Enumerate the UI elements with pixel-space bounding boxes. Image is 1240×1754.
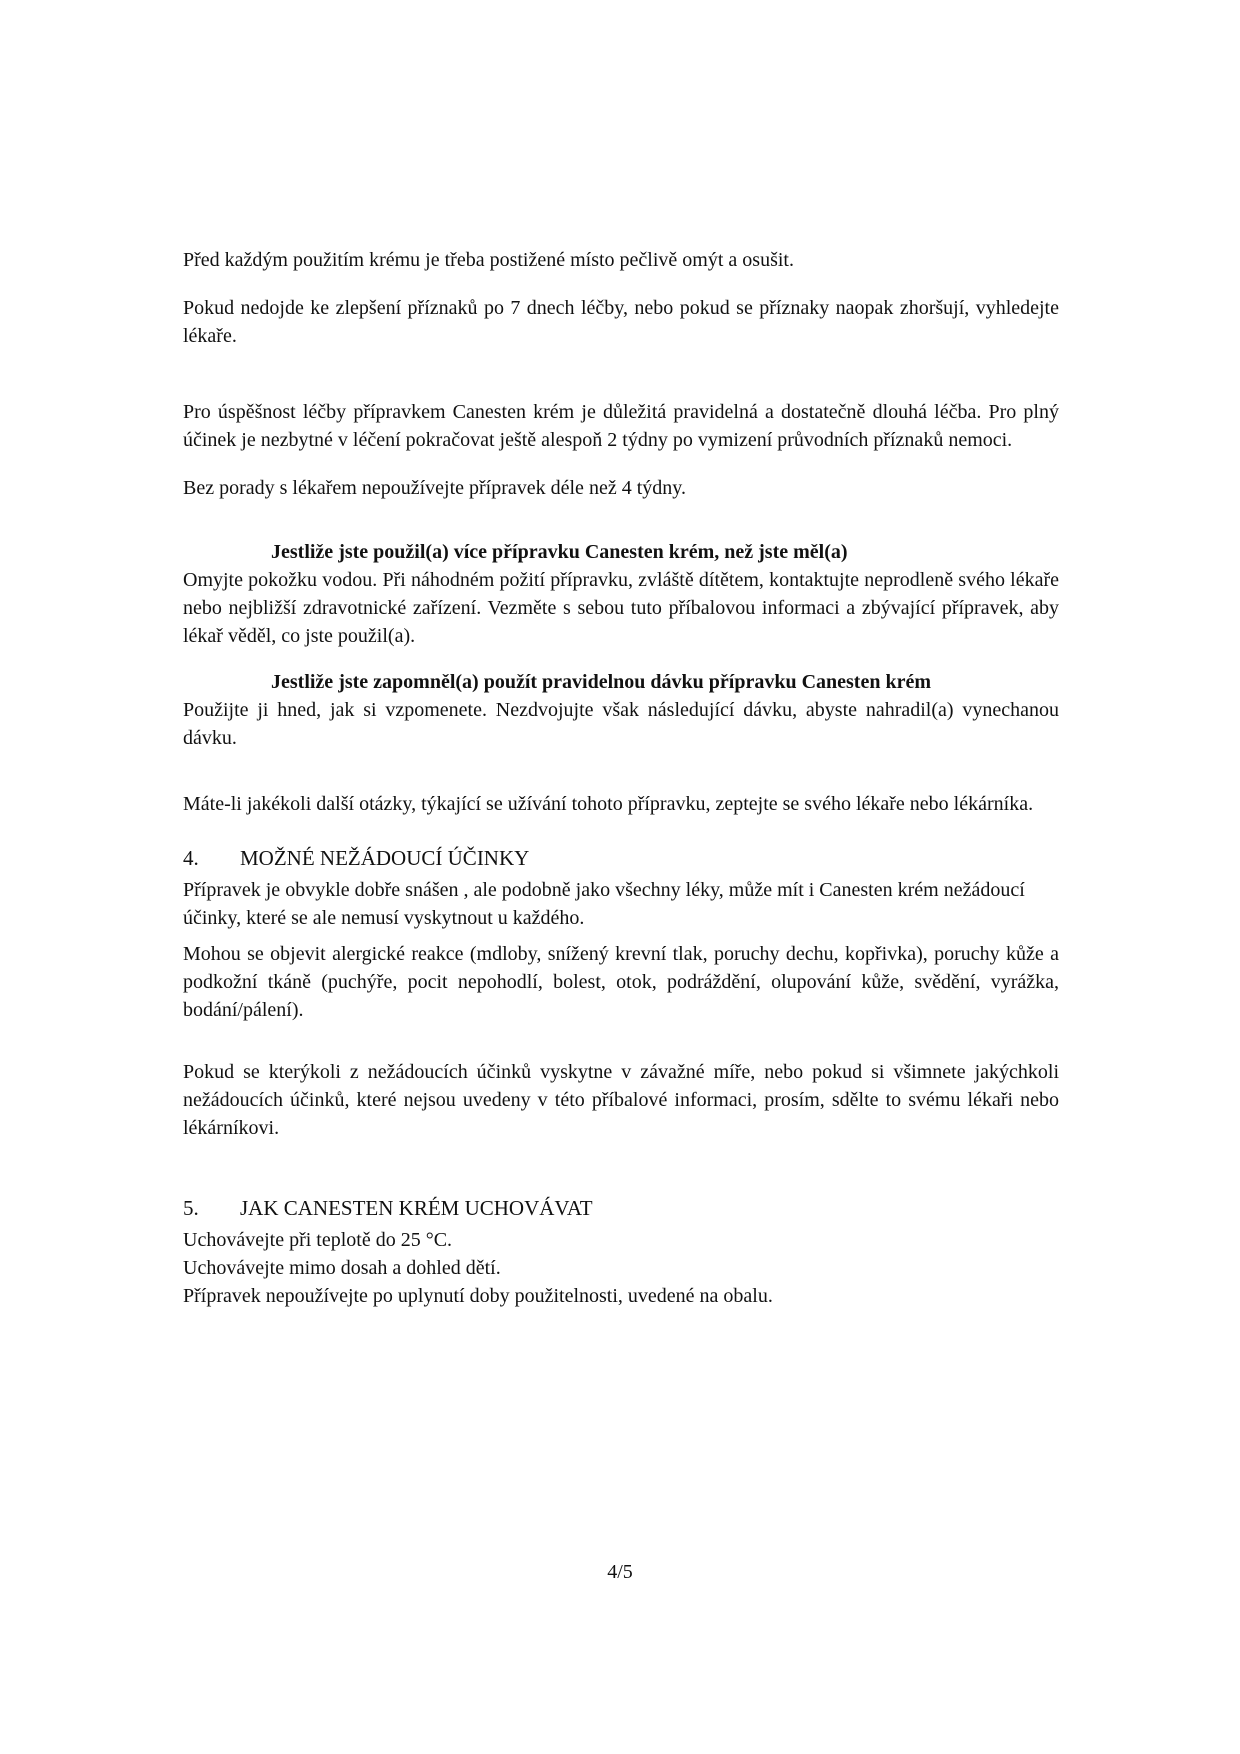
paragraph-wash: Před každým použitím krému je třeba postižené místo pečlivě omýt a osušit. [183, 249, 794, 271]
overdose-heading: Jestliže jste použil(a) více přípravku Canesten krém, než jste měl(a) [271, 541, 848, 563]
side-effects-report: Pokud se kterýkoli z nežádoucích účinků vyskytne v závažné míře, nebo pokud si všimnete jakýchkoli nežádoucích účinků, které nejsou uvedeny v této příbalové informaci, prosím, sdělte to svému lékaři nebo lékárníkovi. [183, 1061, 1059, 1139]
section-5-heading [183, 1194, 1059, 1222]
storage-line: Uchovávejte mimo dosah a dohled dětí. [183, 1257, 501, 1279]
section-number: 4. [183, 846, 199, 870]
missed-dose-heading: Jestliže jste zapomněl(a) použít pravidelnou dávku přípravku Canesten krém [271, 671, 931, 693]
section-title: JAK CANESTEN KRÉM UCHOVÁVAT [240, 1196, 593, 1220]
storage-line: Přípravek nepoužívejte po uplynutí doby použitelnosti, uvedené na obalu. [183, 1285, 773, 1307]
section-number: 5. [183, 1196, 199, 1220]
storage-line: Uchovávejte při teplotě do 25 °C. [183, 1229, 453, 1251]
paragraph-treatment-duration: Pro úspěšnost léčby přípravkem Canesten krém je důležitá pravidelná a dostatečně dlouhá léčba. Pro plný účinek je nezbytné v léčení pokračovat ještě alespoň 2 týdny po vymizení průvodních příznaků nemoci. [183, 401, 1059, 451]
side-effects-list: Mohou se objevit alergické reakce (mdloby, snížený krevní tlak, poruchy dechu, kopřivka), poruchy kůže a podkožní tkáně (puchýře, pocit nepohodlí, bolest, otok, podráždění, olupování kůže, svědění, vyrážka, bodání/pálení). [183, 943, 1059, 1021]
overdose-text: Omyjte pokožku vodou. Při náhodném požití přípravku, zvláště dítětem, kontaktujte neprodleně svého lékaře nebo nejbližší zdravotnické zařízení. Vezměte s sebou tuto příbalovou informaci a zbývající přípravek, aby lékař věděl, co jste použil(a). [183, 569, 1059, 647]
section-4-heading [183, 844, 1059, 872]
page-number: 4/5 [607, 1561, 633, 1583]
side-effects-intro: Přípravek je obvykle dobře snášen , ale podobně jako všechny léky, může mít i Canesten krém nežádoucí účinky, které se ale nemusí vyskytnout u každého. [183, 879, 1025, 929]
paragraph-no-improvement: Pokud nedojde ke zlepšení příznaků po 7 dnech léčby, nebo pokud se příznaky naopak zhoršují, vyhledejte lékaře. [183, 297, 1059, 347]
section-title: MOŽNÉ NEŽÁDOUCÍ ÚČINKY [240, 846, 530, 870]
paragraph-max-duration: Bez porady s lékařem nepoužívejte přípravek déle než 4 týdny. [183, 477, 686, 499]
missed-dose-text: Použijte ji hned, jak si vzpomenete. Nezdvojujte však následující dávku, abyste nahradil(a) vynechanou dávku. [183, 699, 1059, 749]
questions-paragraph: Máte-li jakékoli další otázky, týkající se užívání tohoto přípravku, zeptejte se svého lékaře nebo lékárníka. [183, 793, 1034, 815]
document-body [183, 246, 1059, 1310]
